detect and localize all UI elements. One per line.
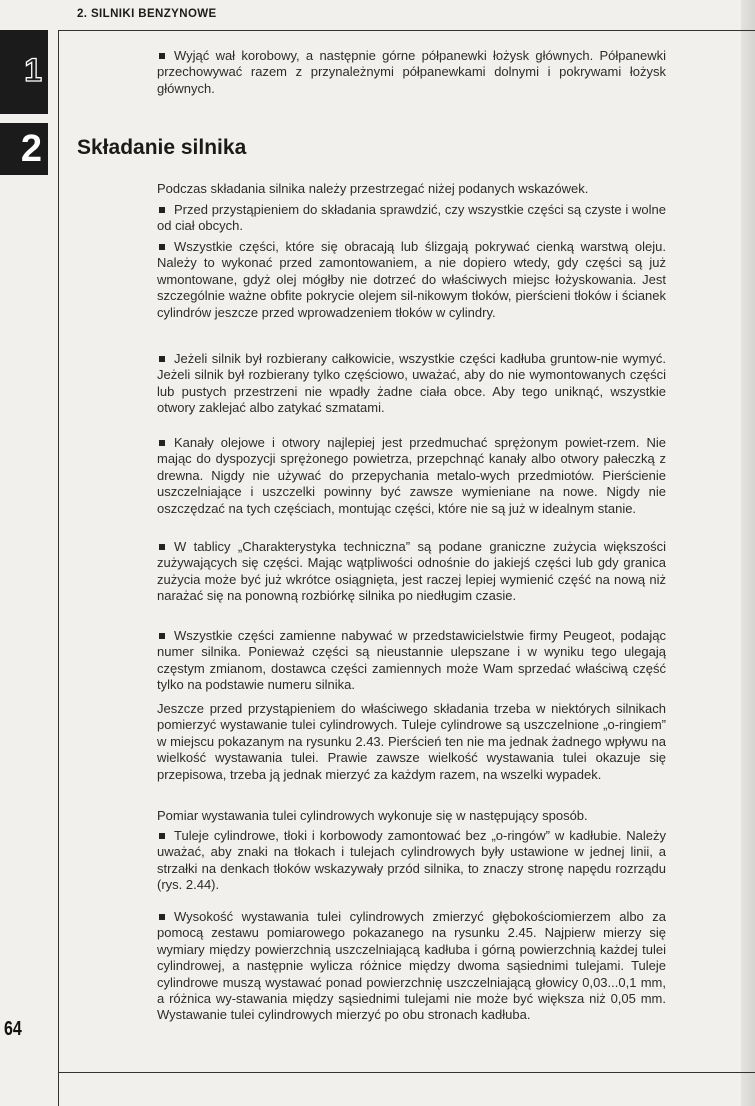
paragraph-text: Wszystkie części zamienne nabywać w przedstawicielstwie firmy Peugeot, podając numer silnika. Ponieważ części są nieustannie ulepszane i w wyniku tego ulegają częstym zmianom, dostawca części zamiennych może Wam sprzedać właściwą część tylko na podstawie numeru silnika. bbox=[157, 628, 666, 693]
paragraph bbox=[157, 808, 666, 824]
bullet-icon bbox=[159, 544, 165, 550]
chapter-tab-2-label: 2 bbox=[20, 128, 42, 170]
chapter-tab-1-label: 1 bbox=[24, 52, 42, 88]
paragraph-text: W tablicy „Charakterystyka techniczna” są podane graniczne zużycia większości zużywających się części. Mając wątpliwości odnośnie do jakiejś części lub gdy granica zużycia może być już wkrótce osiągnięta, jest raczej lepiej wymienić część na nową niż narażać się na ponowną rozbiórkę silnika po niedługim czasie. bbox=[157, 539, 666, 604]
paragraph bbox=[157, 181, 666, 197]
bullet-icon bbox=[159, 633, 165, 639]
header-rule bbox=[58, 30, 755, 31]
page-edge-shadow bbox=[741, 0, 755, 1106]
paragraph bbox=[157, 701, 666, 783]
paragraph-text: Jeszcze przed przystąpieniem do właściwego składania trzeba w niektórych silnikach pomierzyć wystawanie tulei cylindrowych. Tuleje cylindrowe są uszczelnione „o-ringiem” w miejscu pokazanym na rysunku 2.43. Pierścień ten nie ma jednak żadnego wpływu na wielkość wystawania tulei. Prawie zawsze wielkość wystawania tulei okazuje się przepisowa, trzeba ją jednak mierzyć za każdym razem, na wszelki wypadek. bbox=[157, 701, 666, 782]
bullet-icon bbox=[159, 833, 165, 839]
paragraph bbox=[157, 239, 666, 321]
chapter-tab-2 bbox=[0, 123, 48, 175]
chapter-header: 2. SILNIKI BENZYNOWE bbox=[77, 8, 217, 20]
page-number: 64 bbox=[4, 1018, 22, 1040]
paragraph bbox=[157, 539, 666, 605]
paragraph bbox=[157, 48, 666, 97]
paragraph-text: Wysokość wystawania tulei cylindrowych zmierzyć głębokościomierzem albo za pomocą zestawu pomiarowego pokazanego na rysunku 2.45. Najpierw mierzy się wymiary między powierzchnią uszczelniającą kadłuba i górną powierzchnią każdej tulei cylindrowej, a następnie wylicza różnice między dwoma sąsiednimi tulejami. Tuleje cylindrowe muszą wystawać ponad powierzchnię uszczelniającą głowicy 0,03...0,1 mm, a różnica wy-stawania między sąsiednimi tulejami nie może być większa niż 0,05 mm. Wystawanie tulei cylindrowych mierzyć po obu stronach kadłuba. bbox=[157, 909, 666, 1023]
paragraph-text: Kanały olejowe i otwory najlepiej jest przedmuchać sprężonym powiet-rzem. Nie mając do dyspozycji sprężonego powietrza, przepchnąć kanały albo otwory pałeczką z drewna. Nigdy nie używać do przepychania metalo-wych przedmiotów. Pierścienie uszczelniające i uszczelki powinny być zawsze wymieniane na nowe. Nigdy nie oszczędzać na tych częściach, montując części, które nie są już w idealnym stanie. bbox=[157, 435, 666, 516]
bullet-icon bbox=[159, 440, 165, 446]
paragraph bbox=[157, 435, 666, 517]
paragraph-text: Przed przystąpieniem do składania sprawdzić, czy wszystkie części są czyste i wolne od ciał obcych. bbox=[157, 202, 666, 234]
paragraph-text: Pomiar wystawania tulei cylindrowych wykonuje się w następujący sposób. bbox=[157, 808, 588, 823]
paragraph-text: Wszystkie części, które się obracają lub ślizgają pokrywać cienką warstwą oleju. Należy to wykonać przed zamontowaniem, a nie dopiero wtedy, gdy części są już wmontowane, gdyż olej mógłby nie dotrzeć do właściwych miejsc łożyskowania. Jest szczególnie ważne obfite pokrycie olejem sil-nikowym tłoków, pierścieni tłoków i ścianek cylindrów jeszcze przed wprowadzeniem tłoków w cylindry. bbox=[157, 239, 666, 320]
paragraph-text: Tuleje cylindrowe, tłoki i korbowody zamontować bez „o-ringów” w kadłubie. Należy uważać, aby znaki na tłokach i tulejach cylindrowych były ustawione w jednej linii, a strzałki na denkach tłoków wskazywały przód silnika, to znaczy stronę napędu rozrządu (rys. 2.44). bbox=[157, 828, 666, 893]
bullet-icon bbox=[159, 207, 165, 213]
section-title: Składanie silnika bbox=[77, 136, 247, 159]
margin-rule bbox=[58, 30, 59, 1106]
bullet-icon bbox=[159, 356, 165, 362]
paragraph bbox=[157, 828, 666, 894]
paragraph-text: Jeżeli silnik był rozbierany całkowicie, wszystkie części kadłuba gruntow-nie wymyć. Jeżeli silnik był rozbierany tylko częściowo, uważać, aby do nie wymontowanych części lub pustych przestrzeni nie wpadły żadne ciała obce. Aby tego uniknąć, wszystkie otwory zaklejać albo zatykać szmatami. bbox=[157, 351, 666, 416]
bullet-icon bbox=[159, 244, 165, 250]
footer-rule bbox=[58, 1072, 755, 1073]
paragraph bbox=[157, 351, 666, 417]
bullet-icon bbox=[159, 53, 165, 59]
bullet-icon bbox=[159, 914, 165, 920]
paragraph bbox=[157, 202, 666, 235]
paragraph bbox=[157, 909, 666, 1024]
paragraph-text: Podczas składania silnika należy przestrzegać niżej podanych wskazówek. bbox=[157, 181, 589, 196]
paragraph-text: Wyjąć wał korobowy, a następnie górne półpanewki łożysk głównych. Półpanewki przechowywać razem z przynależnymi półpanewkami dolnymi i pokrywami łożysk głównych. bbox=[157, 48, 666, 96]
chapter-tab-1 bbox=[0, 30, 48, 114]
paragraph bbox=[157, 628, 666, 694]
